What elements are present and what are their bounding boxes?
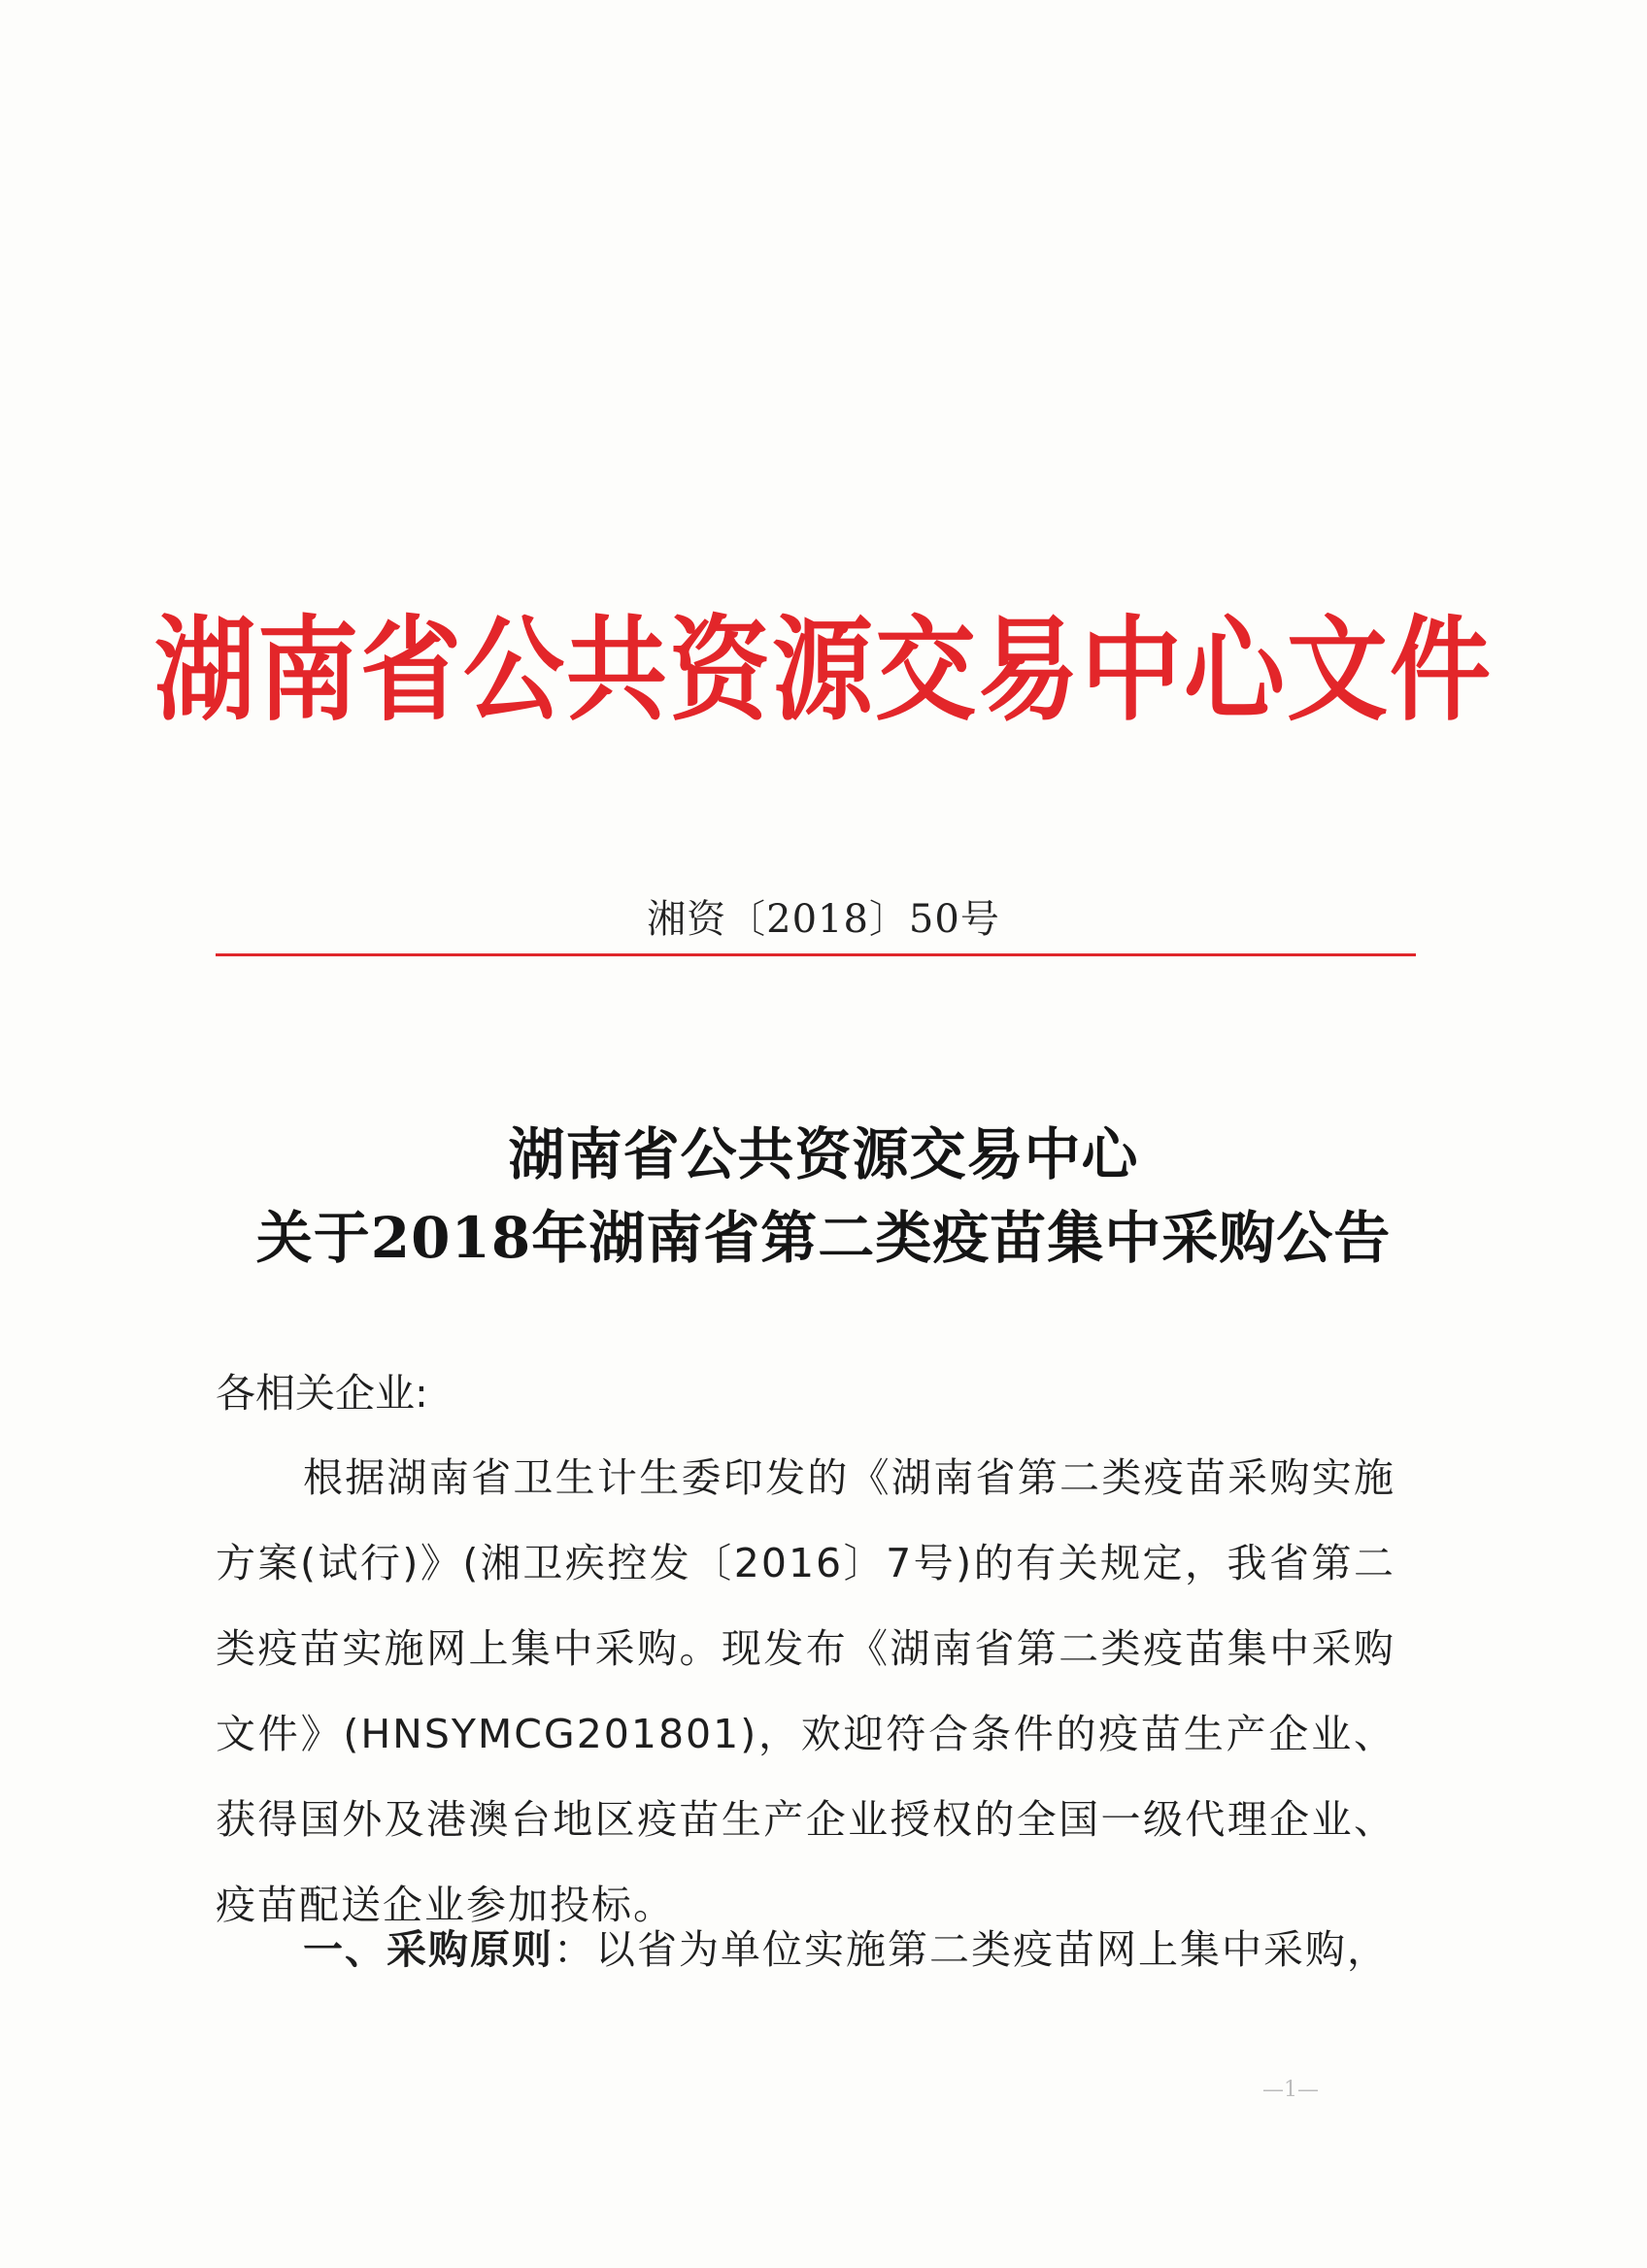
section-1	[303, 1918, 1389, 1975]
paragraph-intro: 根据湖南省卫生计生委印发的《湖南省第二类疫苗采购实施方案(试行)》(湘卫疾控发〔2016〕7号)的有关规定，我省第二类疫苗实施网上集中采购。现发布《湖南省第二类疫苗集中采购文件》(HNSYMCG201801)，欢迎符合条件的疫苗生产企业、获得国外及港澳台地区疫苗生产企业授权的全国一级代理企业、疫苗配送企业参加投标。	[216, 1454, 1395, 1928]
document-number: 湘资〔2018〕50号	[647, 897, 1000, 942]
page-number: —1—	[1262, 2078, 1319, 2102]
notice-title-line1: 湖南省公共资源交易中心	[508, 1121, 1139, 1187]
section-1-text: ：以省为单位实施第二类疫苗网上集中采购，	[554, 1926, 1389, 1973]
red-divider-line	[216, 953, 1416, 956]
notice-title-line2: 关于2018年湖南省第二类疫苗集中采购公告	[255, 1205, 1392, 1271]
section-1-heading: 一、采购原则	[303, 1926, 554, 1973]
salutation: 各相关企业:	[216, 1370, 428, 1417]
org-file-title: 湖南省公共资源交易中心文件	[153, 603, 1493, 737]
